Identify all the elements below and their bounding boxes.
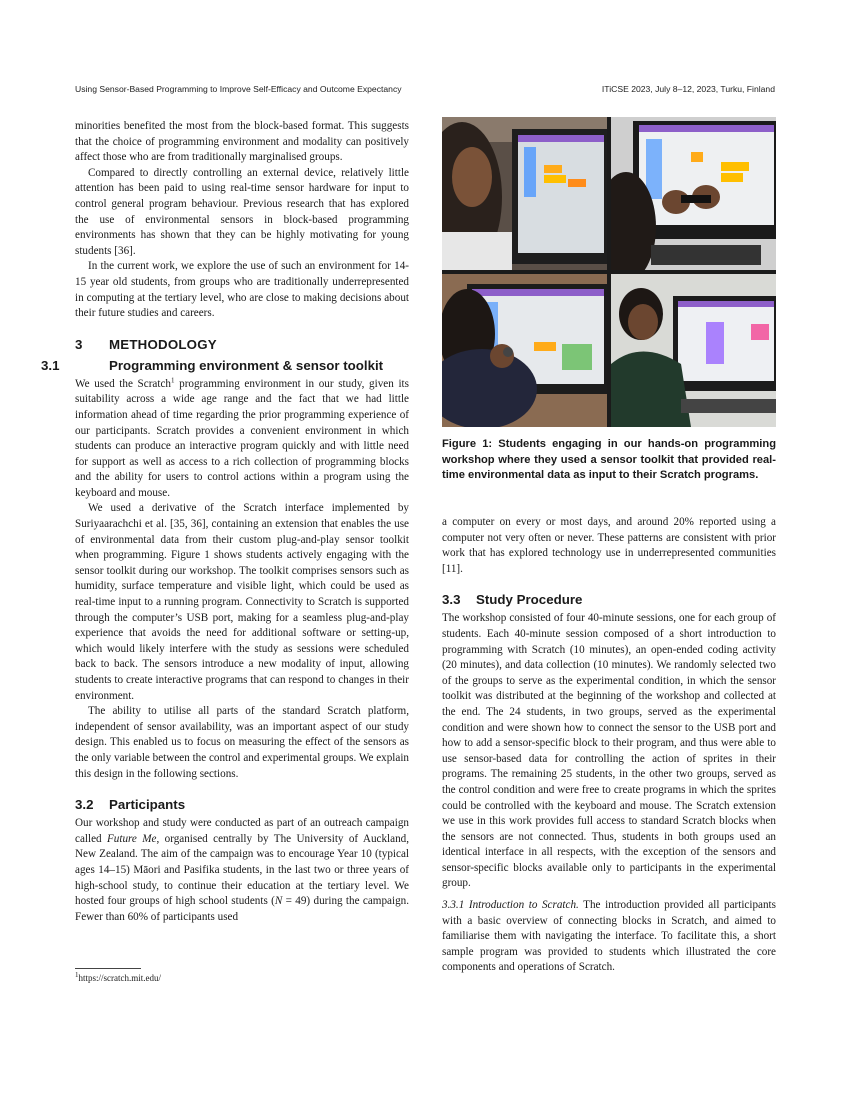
photo-student-3 — [442, 274, 607, 427]
section-heading-methodology: 3 METHODOLOGY — [75, 336, 217, 352]
subsubsection-heading: 3.3.1 Introduction to Scratch. — [442, 899, 579, 912]
photo-student-2 — [611, 117, 776, 270]
paragraph: 3.3.1 Introduction to Scratch. The introduction provided all participants with a basic overview of connecting blocks in Scratch, and aimed to familiarise them with navigating the interface. To facilitate this, a short sample program was provided to students which illustrated the core components and operations of Scratch. — [442, 899, 776, 974]
subsection-heading-environment: 3.1 Programming environment & sensor toolkit — [41, 357, 384, 373]
header-venue: ITiCSE 2023, July 8–12, 2023, Turku, Finland — [601, 84, 775, 94]
subsection-heading-study-procedure: 3.3 Study Procedure — [442, 592, 583, 608]
left-column — [41, 119, 409, 925]
running-header — [75, 84, 775, 98]
right-column — [442, 515, 776, 976]
photo-student-4 — [611, 274, 776, 427]
figure-1-photo-grid — [442, 117, 776, 427]
paragraph: The ability to utilise all parts of the standard Scratch platform, independent of sensor availability, was an important aspect of our study design. This enabled us to focus on measuring the effect of the sensors as the only variable between the control and experimental groups. We explain this design in the following sections. — [75, 705, 409, 780]
footnote: $^1$https://scratch.mit.edu/ — [75, 971, 161, 983]
footnote-link[interactable]: https://scratch.mit.edu/ — [78, 973, 161, 983]
paragraph: We used a derivative of the Scratch interface implemented by Suriyaarachchi et al. [35, 36], containing an extension that enables the use of environmental data from their custom plug-and-play sensor toolkit when programming. Figure 1 shows students actively engaging with the sensor toolkit during our workshop. The toolkit comprises sensors such as humidity, surface temperature and visible light, which could be used as real-time input to a running program. Connectivity to Scratch is supported through the computer’s USB port, making for a seamless plug-and-play experience that avoids the need for additional software or setting-up, which would likely interfere with the study as sessions were scheduled back to back. The sensors introduce a new modality of input, allowing students to create interactive programs that can respond to changes in their environment. — [75, 502, 409, 702]
footnote-rule — [75, 968, 141, 969]
paragraph: minorities benefited the most from the block-based format. This suggests that the choice of programming environment and modality can positively affect those who are from traditionally marginalised groups. — [75, 120, 409, 164]
figure-caption: Figure 1: Students engaging in our hands-on programming workshop where they used a sensor toolkit that provided real-time environmental data as input to their Scratch programs. — [442, 438, 776, 482]
paragraph: a computer on every or most days, and around 20% reported using a computer not very often or never. These patterns are consistent with prior work that has explored technology use in underrepresented communities [11]. — [442, 516, 776, 575]
paragraph: Compared to directly controlling an external device, relatively little attention has been paid to using real-time sensor hardware for input to control general program behaviour. Previous research that has explored the use of environmental sensors in block-based programming environments has shown that they can be highly motivating for young students [36]. — [75, 166, 409, 257]
paragraph: The workshop consisted of four 40-minute sessions, one for each group of students. Each 40-minute session composed of a short introduction to programming with Scratch (10 minutes), an open-ended coding activity (20 minutes), and data collection (10 minutes). We randomly selected two of the groups to serve as the experimental condition, in which the sensor toolkit was distributed at the beginning of the workshop and collected at the end. The 24 students, in two groups, served as the experimental condition and were shown how to connect the sensor to the USB port and how to add a sensor-specific block to their program, and thus were able to use sensor-based data for controlling the action of sprites in their programs. The remaining 25 students, in the other two groups, served as the control condition and were free to create programs in which the sprites could be controlled with the keyboard and mouse. The Scratch extension we use in this work provides full access to standard Scratch blocks when the sensors are not connected. Thus, students in both groups used an identical interface in all respects, with the exception of the sensors and sensor-specific blocks available only to participants in the experimental group. — [442, 612, 776, 890]
paragraph: In the current work, we explore the use of such an environment for 14-15 year old students, from groups who are traditionally underrepresented in computing at the tertiary level, who are close to making decisions about their future studies and careers. — [75, 260, 409, 320]
footnote-marker[interactable]: 1 — [170, 376, 175, 384]
subsection-heading-participants: 3.2 Participants — [75, 797, 186, 813]
paragraph: Our workshop and study were conducted as part of an outreach campaign called Future Me, organised centrally by The University of Auckland, New Zealand. The aim of the campaign was to encourage Year 10 (typical ages 14–15) Māori and Pasifika students, in the last two or three years of high-school study, to continue their education at the tertiary level. We hosted four groups of high school students (N = 49) during the campaign. Fewer than 60% of participants used — [75, 817, 409, 923]
header-title: Using Sensor-Based Programming to Improve Self-Efficacy and Outcome Expectancy — [75, 84, 402, 94]
photo-student-1 — [442, 117, 607, 270]
paragraph: We used the Scratch$^1$ programming environment in our study, given its suitability across a wide age range and the fact that we had little information ahead of time regarding the prior programming experience of our participants. Scratch provides a convenient environment in which students can produce an interactive program quickly and with little need for support as well as access to a rich collection of programming blocks and the ability for users to control actions within a program using the keyboard and mouse. — [75, 376, 409, 499]
